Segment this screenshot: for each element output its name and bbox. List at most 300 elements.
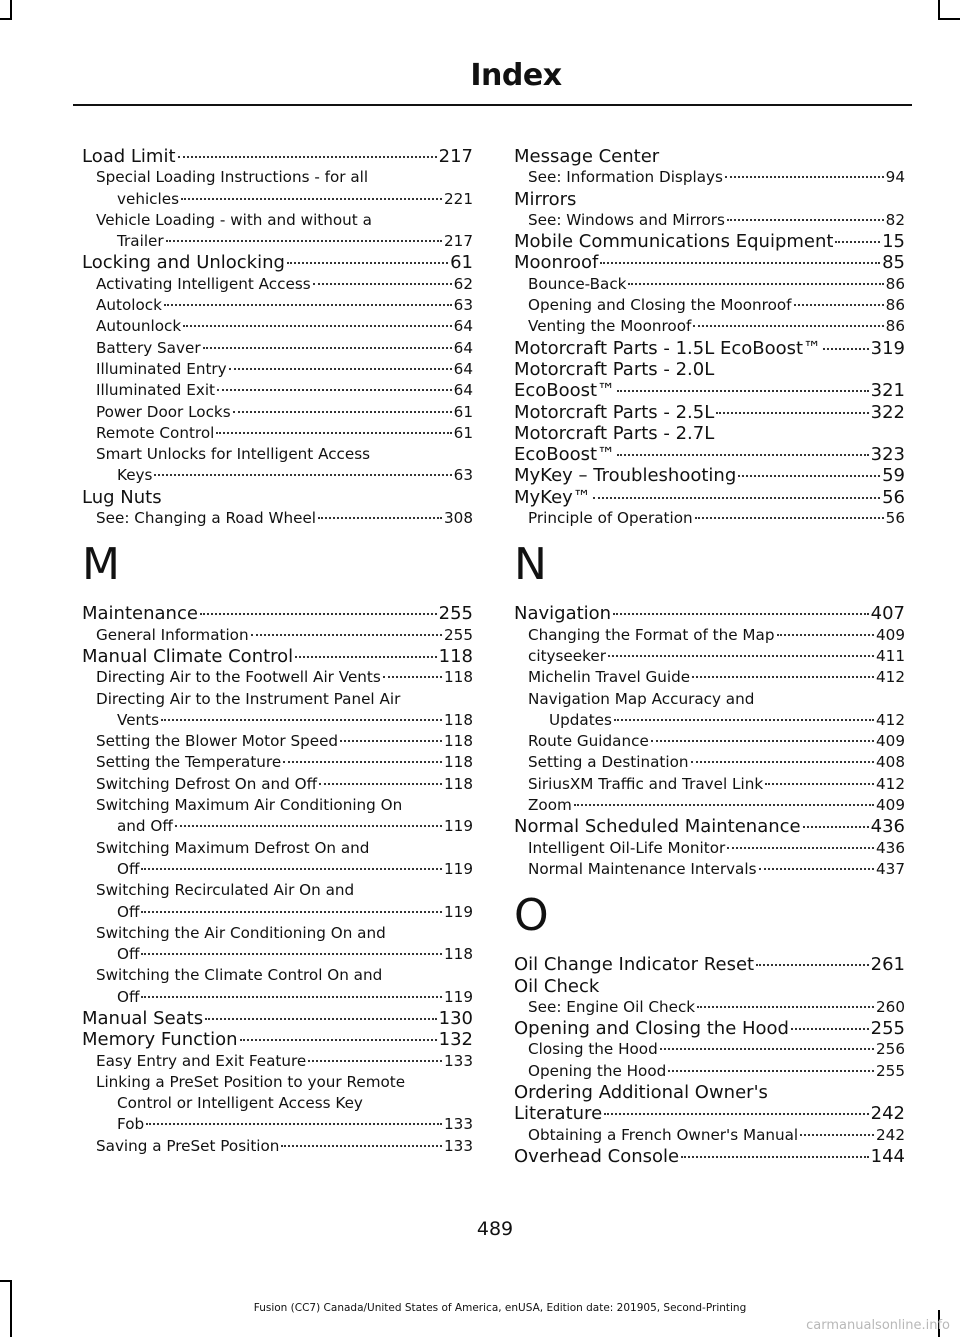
dot-leader [765, 783, 874, 785]
dot-leader [727, 847, 874, 849]
entry-text-line: Navigation Map Accuracy and [528, 689, 755, 708]
entry-page-number[interactable]: 119 [444, 817, 473, 836]
index-entry[interactable] [82, 944, 473, 965]
index-entry[interactable] [514, 1061, 905, 1082]
dot-leader [141, 868, 442, 870]
dot-leader [691, 761, 875, 763]
dot-leader [141, 953, 442, 955]
index-entry[interactable] [82, 774, 473, 795]
dot-leader [319, 783, 442, 785]
entry-text: Mobile Communications Equipment [514, 231, 834, 253]
entry-text: Illuminated Entry [96, 359, 227, 378]
dot-leader [161, 719, 442, 721]
entry-text: Power Door Locks [96, 402, 231, 421]
entry-page-number[interactable]: 242 [876, 1125, 905, 1144]
dot-leader [604, 1113, 869, 1115]
entry-page-number[interactable]: 130 [438, 1007, 473, 1029]
entry-page-number[interactable]: 256 [876, 1040, 905, 1059]
dot-leader [217, 389, 452, 391]
dot-leader [613, 613, 869, 615]
entry-text: Saving a PreSet Position [96, 1136, 280, 1155]
entry-text: Autounlock [96, 317, 182, 336]
entry-text: See: Windows and Mirrors [528, 210, 725, 229]
entry-text: Changing the Format of the Map [528, 625, 775, 644]
entry-page-number[interactable]: 56 [885, 509, 905, 528]
dot-leader [835, 241, 880, 243]
entry-text: Autolock [96, 296, 162, 315]
index-entry[interactable] [514, 316, 905, 337]
entry-text: Zoom [528, 796, 572, 815]
index-entry[interactable] [82, 752, 473, 773]
entry-text: Directing Air to the Footwell Air Vents [96, 668, 381, 687]
index-heading: Message Center [514, 146, 660, 167]
index-entry[interactable] [514, 1125, 905, 1146]
entry-text: Motorcraft Parts - 1.5L EcoBoost™ [514, 337, 822, 359]
index-entry[interactable] [82, 603, 473, 624]
entry-page-number[interactable]: 437 [876, 859, 905, 878]
entry-text: Manual Climate Control [82, 645, 294, 667]
entry-text [82, 965, 473, 986]
entry-page-number[interactable]: 255 [438, 603, 473, 625]
index-entry[interactable] [82, 1051, 473, 1072]
entry-text-line: Smart Unlocks for Intelligent Access [96, 445, 371, 464]
index-entry[interactable] [82, 646, 473, 667]
entry-page-number[interactable]: 260 [876, 997, 905, 1016]
dot-leader [203, 347, 452, 349]
entry-page-number[interactable]: 61 [453, 402, 473, 421]
entry-page-number[interactable]: 407 [870, 603, 905, 625]
entry-text: Intelligent Oil-Life Monitor [528, 838, 726, 857]
index-heading: Mirrors [514, 188, 577, 210]
index-entry[interactable] [514, 859, 905, 880]
entry-page-number[interactable]: 59 [882, 465, 905, 487]
entry-text-line: Switching Maximum Defrost On and [96, 838, 370, 857]
entry-text: Michelin Travel Guide [528, 668, 691, 687]
entry-page-number[interactable]: 119 [444, 859, 473, 878]
entry-page-number[interactable]: 412 [876, 710, 905, 729]
index-entry[interactable] [514, 231, 905, 252]
entry-page-number[interactable]: 217 [444, 232, 473, 251]
entry-text: Remote Control [96, 423, 215, 442]
index-entry[interactable] [82, 252, 473, 273]
dot-leader [600, 262, 880, 264]
index-entry[interactable] [514, 625, 905, 646]
index-entry[interactable] [82, 402, 473, 423]
index-entry[interactable] [514, 465, 905, 486]
index-entry[interactable] [82, 508, 473, 529]
entry-text-line: Special Loading Instructions - for all [96, 168, 369, 187]
entry-text: Off [117, 902, 140, 921]
entry-text: Moonroof [514, 252, 599, 274]
dot-leader [608, 655, 874, 657]
section-letter: O [514, 890, 549, 942]
entry-page-number[interactable]: 85 [882, 252, 905, 274]
entry-text: Normal Maintenance Intervals [528, 859, 757, 878]
index-entry[interactable] [82, 465, 473, 486]
index-entry[interactable] [514, 816, 905, 837]
index-entry[interactable] [514, 338, 905, 359]
index-entry[interactable] [514, 252, 905, 273]
entry-text: Navigation [514, 603, 612, 625]
dot-leader [251, 634, 442, 636]
entry-text: cityseeker [528, 646, 606, 665]
entry-page-number[interactable]: 61 [450, 252, 473, 274]
entry-text-line: Linking a PreSet Position to your Remote [96, 1072, 406, 1091]
dot-leader [295, 656, 436, 658]
index-entry[interactable] [82, 859, 473, 880]
entry-text: Keys [117, 466, 153, 485]
entry-page-number[interactable]: 118 [444, 710, 473, 729]
index-entry[interactable] [514, 667, 905, 688]
index-entry[interactable] [514, 954, 905, 975]
entry-page-number[interactable]: 86 [885, 317, 905, 336]
dot-leader [178, 156, 437, 158]
entry-text: Locking and Unlocking [82, 252, 285, 274]
entry-page-number[interactable]: 436 [876, 838, 905, 857]
dot-leader [383, 676, 442, 678]
entry-page-number[interactable]: 133 [444, 1051, 473, 1070]
entry-text: Motorcraft Parts - 2.5L [514, 401, 715, 423]
index-entry[interactable] [514, 752, 905, 773]
entry-page-number[interactable]: 144 [870, 1145, 905, 1167]
entry-page-number[interactable]: 322 [870, 401, 905, 423]
index-entry[interactable] [82, 274, 473, 295]
entry-page-number[interactable]: 409 [876, 732, 905, 751]
index-entry[interactable] [82, 1136, 473, 1157]
entry-text: Venting the Moonroof [528, 317, 692, 336]
dot-leader [697, 1006, 874, 1008]
index-entry[interactable] [514, 731, 905, 752]
entry-page-number[interactable]: 82 [885, 210, 905, 229]
entry-text [82, 444, 473, 465]
entry-page-number[interactable]: 118 [444, 732, 473, 751]
dot-leader [738, 475, 880, 477]
index-entry[interactable] [514, 1039, 905, 1060]
entry-text [82, 880, 473, 901]
index-entry[interactable] [514, 380, 905, 401]
crop-mark [10, 0, 12, 20]
entry-page-number[interactable]: 261 [870, 954, 905, 976]
dot-leader [651, 740, 874, 742]
dot-leader [175, 825, 442, 827]
dot-leader [617, 454, 869, 456]
entry-page-number[interactable]: 133 [444, 1115, 473, 1134]
entry-page-number[interactable]: 15 [882, 231, 905, 253]
index-entry[interactable] [82, 295, 473, 316]
entry-text-line: Switching Maximum Air Conditioning On [96, 796, 403, 815]
entry-page-number[interactable]: 118 [444, 668, 473, 687]
index-entry[interactable] [82, 1114, 473, 1135]
crop-mark [938, 0, 940, 20]
entry-text: Opening and Closing the Hood [514, 1018, 789, 1040]
dot-leader [693, 325, 883, 327]
entry-text: Load Limit [82, 146, 176, 167]
dot-leader [181, 198, 442, 200]
entry-page-number[interactable]: 94 [885, 168, 905, 187]
index-entry[interactable] [514, 646, 905, 667]
entry-page-number[interactable]: 255 [444, 625, 473, 644]
entry-text: See: Information Displays [528, 168, 723, 187]
entry-text: Updates [549, 710, 612, 729]
dot-leader [205, 1018, 437, 1020]
entry-text-line: Control or Intelligent Access Key [117, 1094, 363, 1113]
index-entry[interactable] [82, 423, 473, 444]
dot-leader [759, 868, 875, 870]
entry-page-number[interactable]: 411 [876, 646, 905, 665]
dot-leader [229, 368, 452, 370]
entry-page-number[interactable]: 132 [438, 1029, 473, 1051]
page-number: 489 [476, 1218, 514, 1240]
index-entry[interactable] [82, 731, 473, 752]
entry-text: See: Engine Oil Check [528, 997, 696, 1016]
entry-text: Fob [117, 1115, 145, 1134]
entry-page-number[interactable]: 118 [438, 645, 473, 667]
entry-text [82, 1072, 473, 1093]
entry-page-number[interactable]: 64 [453, 359, 473, 378]
index-entry[interactable] [514, 603, 905, 624]
entry-text: Closing the Hood [528, 1040, 658, 1059]
index-heading: Oil Check [514, 975, 600, 997]
index-entry[interactable] [514, 1018, 905, 1039]
index-entry[interactable] [82, 380, 473, 401]
entry-text: Oil Change Indicator Reset [514, 954, 755, 976]
entry-page-number[interactable]: 133 [444, 1136, 473, 1155]
dot-leader [340, 740, 442, 742]
entry-text [82, 689, 473, 710]
index-entry[interactable] [514, 210, 905, 231]
dot-leader [695, 517, 884, 519]
index-entry[interactable] [514, 1103, 905, 1124]
entry-text: Literature [514, 1103, 603, 1125]
entry-page-number[interactable]: 323 [870, 444, 905, 466]
entry-text-line: Switching Recirculated Air On and [96, 881, 355, 900]
entry-text: Vents [117, 710, 160, 729]
entry-text: Opening and Closing the Moonroof [528, 296, 792, 315]
index-entry[interactable] [514, 1146, 905, 1167]
entry-text: Setting a Destination [528, 753, 689, 772]
entry-page-number[interactable]: 221 [444, 189, 473, 208]
entry-page-number[interactable]: 118 [444, 945, 473, 964]
section-letter: M [82, 539, 120, 591]
dot-leader [308, 1060, 442, 1062]
dot-leader [716, 412, 868, 414]
entry-page-number[interactable]: 255 [870, 1018, 905, 1040]
entry-page-number[interactable]: 412 [876, 668, 905, 687]
entry-page-number[interactable]: 412 [876, 774, 905, 793]
index-entry[interactable] [514, 274, 905, 295]
index-column-right [514, 146, 905, 1167]
dot-leader [141, 911, 442, 913]
index-entry[interactable] [514, 295, 905, 316]
index-entry[interactable] [514, 997, 905, 1018]
dot-leader [200, 613, 437, 615]
entry-text: Obtaining a French Owner's Manual [528, 1125, 799, 1144]
watermark: carmanualsonline.info [806, 1318, 950, 1333]
dot-leader [141, 996, 442, 998]
entry-text: Trailer [117, 232, 164, 251]
dot-leader [681, 1156, 869, 1158]
index-entry[interactable] [82, 231, 473, 252]
entry-text [82, 210, 473, 231]
dot-leader [216, 432, 451, 434]
section-letter: N [514, 539, 547, 591]
entry-text [82, 1093, 473, 1114]
entry-text: SiriusXM Traffic and Travel Link [528, 774, 764, 793]
crop-mark [0, 18, 12, 20]
index-entry[interactable] [82, 816, 473, 837]
entry-page-number[interactable]: 86 [885, 274, 905, 293]
index-entry[interactable] [514, 402, 905, 423]
entry-text: vehicles [117, 189, 180, 208]
entry-text-line: Directing Air to the Instrument Panel Air [96, 689, 401, 708]
dot-leader [791, 1028, 869, 1030]
entry-text: Memory Function [82, 1029, 238, 1051]
entry-text: Off [117, 859, 140, 878]
entry-page-number[interactable]: 408 [876, 753, 905, 772]
index-heading: Ordering Additional Owner's [514, 1081, 768, 1103]
entry-text-line: Switching the Climate Control On and [96, 966, 383, 985]
dot-leader [283, 761, 442, 763]
entry-page-number[interactable]: 217 [438, 146, 473, 167]
index-entry[interactable] [514, 838, 905, 859]
entry-page-number[interactable]: 63 [453, 296, 473, 315]
index-entry[interactable] [82, 987, 473, 1008]
entry-text [514, 689, 905, 710]
dot-leader [628, 283, 883, 285]
entry-page-number[interactable]: 63 [453, 466, 473, 485]
entry-text-line: Vehicle Loading - with and without a [96, 210, 372, 229]
index-heading: Motorcraft Parts - 2.0L [514, 358, 715, 380]
dot-leader [660, 1048, 874, 1050]
entry-page-number[interactable]: 119 [444, 902, 473, 921]
dot-leader [794, 304, 884, 306]
entry-text: Off [117, 945, 140, 964]
index-entry[interactable] [82, 359, 473, 380]
dot-leader [692, 676, 874, 678]
entry-text [82, 923, 473, 944]
dot-leader [668, 1070, 874, 1072]
entry-page-number[interactable]: 118 [444, 753, 473, 772]
entry-page-number[interactable]: 119 [444, 987, 473, 1006]
entry-text: Route Guidance [528, 732, 649, 751]
index-column-left [82, 146, 473, 1157]
crop-mark [0, 1280, 12, 1282]
entry-text: Maintenance [82, 603, 198, 625]
index-entry[interactable] [514, 487, 905, 508]
dot-leader [164, 304, 452, 306]
entry-page-number[interactable]: 409 [876, 796, 905, 815]
dot-leader [183, 325, 452, 327]
entry-page-number[interactable]: 436 [870, 816, 905, 838]
entry-page-number[interactable]: 56 [882, 486, 905, 508]
index-entry[interactable] [514, 710, 905, 731]
dot-leader [756, 964, 869, 966]
entry-text: Setting the Blower Motor Speed [96, 732, 339, 751]
index-entry[interactable] [82, 710, 473, 731]
header-rule [73, 104, 912, 106]
entry-page-number[interactable]: 319 [870, 337, 905, 359]
entry-text [82, 838, 473, 859]
dot-leader [146, 1123, 442, 1125]
entry-page-number[interactable]: 321 [870, 380, 905, 402]
entry-text: General Information [96, 625, 249, 644]
index-entry[interactable] [82, 146, 473, 167]
footer-edition-info: Fusion (CC7) Canada/United States of America, enUSA, Edition date: 201905, Second-Printing [253, 1302, 747, 1314]
entry-text: Normal Scheduled Maintenance [514, 816, 801, 838]
dot-leader [803, 826, 869, 828]
page-title: Index [470, 58, 562, 93]
dot-leader [240, 1039, 437, 1041]
dot-leader [313, 283, 452, 285]
index-entry[interactable] [514, 508, 905, 529]
index-entry[interactable] [82, 902, 473, 923]
dot-leader [281, 1145, 442, 1147]
entry-page-number[interactable]: 64 [453, 381, 473, 400]
dot-leader [614, 719, 874, 721]
dot-leader [823, 348, 869, 350]
index-entry[interactable] [82, 189, 473, 210]
crop-mark [938, 18, 960, 20]
index-entry[interactable] [82, 1029, 473, 1050]
entry-page-number[interactable]: 409 [876, 625, 905, 644]
index-entry[interactable] [82, 625, 473, 646]
index-heading: Motorcraft Parts - 2.7L [514, 422, 715, 444]
entry-page-number[interactable]: 308 [444, 509, 473, 528]
entry-page-number[interactable]: 86 [885, 296, 905, 315]
entry-text: MyKey – Troubleshooting [514, 465, 737, 487]
entry-page-number[interactable]: 64 [453, 317, 473, 336]
entry-text: Principle of Operation [528, 509, 693, 528]
dot-leader [617, 390, 869, 392]
entry-text: See: Changing a Road Wheel [96, 509, 317, 528]
dot-leader [593, 497, 880, 499]
entry-text [82, 167, 473, 188]
entry-page-number[interactable]: 255 [876, 1061, 905, 1080]
entry-text: Activating Intelligent Access [96, 274, 311, 293]
dot-leader [166, 240, 442, 242]
index-entry[interactable] [82, 1008, 473, 1029]
dot-leader [727, 219, 884, 221]
entry-page-number[interactable]: 242 [870, 1103, 905, 1125]
index-entry[interactable] [82, 667, 473, 688]
entry-text: EcoBoost™ [514, 380, 616, 402]
entry-text: Battery Saver [96, 338, 201, 357]
entry-text: Switching Defrost On and Off [96, 774, 318, 793]
index-entry[interactable] [82, 338, 473, 359]
dot-leader [574, 804, 874, 806]
index-entry[interactable] [514, 167, 905, 188]
dot-leader [154, 474, 451, 476]
index-heading: Lug Nuts [82, 486, 162, 508]
entry-page-number[interactable]: 61 [453, 423, 473, 442]
dot-leader [725, 176, 884, 178]
index-entry[interactable] [514, 795, 905, 816]
entry-text: Illuminated Exit [96, 381, 216, 400]
dot-leader [800, 1134, 874, 1136]
entry-text: Overhead Console [514, 1145, 680, 1167]
dot-leader [318, 517, 442, 519]
entry-text: Easy Entry and Exit Feature [96, 1051, 307, 1070]
entry-page-number[interactable]: 62 [453, 274, 473, 293]
index-entry[interactable] [514, 774, 905, 795]
index-entry[interactable] [514, 444, 905, 465]
index-entry[interactable] [82, 316, 473, 337]
entry-text-line: Switching the Air Conditioning On and [96, 923, 386, 942]
entry-text: Manual Seats [82, 1007, 204, 1029]
entry-page-number[interactable]: 64 [453, 338, 473, 357]
entry-page-number[interactable]: 118 [444, 774, 473, 793]
entry-text: MyKey™ [514, 486, 591, 508]
